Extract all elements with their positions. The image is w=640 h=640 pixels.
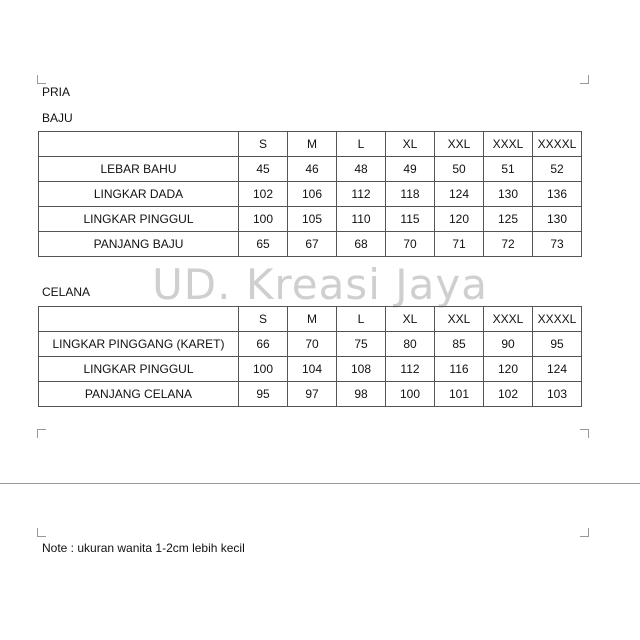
table-row [39, 157, 582, 182]
measurement-value: 104 [288, 357, 337, 382]
measurement-value: 45 [239, 157, 288, 182]
measurement-value: 46 [288, 157, 337, 182]
measurement-value: 71 [435, 232, 484, 257]
measurement-value: 101 [435, 382, 484, 407]
measurement-value: 116 [435, 357, 484, 382]
size-header: XXXL [484, 132, 533, 157]
measurement-value: 100 [239, 207, 288, 232]
measurement-value: 73 [533, 232, 582, 257]
crop-mark-top-right [580, 75, 589, 84]
measurement-value: 95 [239, 382, 288, 407]
measurement-value: 120 [484, 357, 533, 382]
measurement-value: 50 [435, 157, 484, 182]
measurement-value: 102 [484, 382, 533, 407]
gender-label: PRIA [42, 85, 71, 99]
measurement-value: 124 [435, 182, 484, 207]
table-row [39, 382, 582, 407]
measurement-value: 100 [386, 382, 435, 407]
page-divider [0, 483, 640, 484]
size-header: XL [386, 307, 435, 332]
measurement-value: 51 [484, 157, 533, 182]
crop-mark-page2-left [37, 528, 46, 537]
measurement-name: PANJANG CELANA [39, 382, 239, 407]
measurement-value: 49 [386, 157, 435, 182]
measurement-name: LINGKAR PINGGUL [39, 357, 239, 382]
measurement-name: LEBAR BAHU [39, 157, 239, 182]
size-header: XXXXL [533, 307, 582, 332]
table-row [39, 357, 582, 382]
measurement-value: 97 [288, 382, 337, 407]
measurement-value: 112 [337, 182, 386, 207]
crop-mark-bottom-left [37, 429, 46, 438]
measurement-value: 108 [337, 357, 386, 382]
measurement-value: 136 [533, 182, 582, 207]
baju-label: BAJU [42, 111, 73, 125]
measurement-value: 70 [386, 232, 435, 257]
size-header: XL [386, 132, 435, 157]
measurement-value: 85 [435, 332, 484, 357]
table-row [39, 232, 582, 257]
size-header: XXXXL [533, 132, 582, 157]
measurement-name: LINGKAR DADA [39, 182, 239, 207]
measurement-value: 115 [386, 207, 435, 232]
measurement-value: 130 [484, 182, 533, 207]
measurement-value: 112 [386, 357, 435, 382]
measurement-name: LINGKAR PINGGUL [39, 207, 239, 232]
measurement-name: PANJANG BAJU [39, 232, 239, 257]
header-empty-cell [39, 307, 239, 332]
size-header: S [239, 132, 288, 157]
table-row [39, 182, 582, 207]
measurement-value: 110 [337, 207, 386, 232]
table-header-row [39, 307, 582, 332]
measurement-value: 100 [239, 357, 288, 382]
celana-label: CELANA [42, 285, 91, 299]
measurement-name: LINGKAR PINGGANG (KARET) [39, 332, 239, 357]
measurement-value: 65 [239, 232, 288, 257]
measurement-value: 118 [386, 182, 435, 207]
measurement-value: 125 [484, 207, 533, 232]
header-empty-cell [39, 132, 239, 157]
crop-mark-bottom-right [580, 429, 589, 438]
size-header: M [288, 132, 337, 157]
measurement-value: 98 [337, 382, 386, 407]
measurement-value: 68 [337, 232, 386, 257]
measurement-value: 75 [337, 332, 386, 357]
size-header: M [288, 307, 337, 332]
measurement-value: 90 [484, 332, 533, 357]
measurement-value: 130 [533, 207, 582, 232]
table-row [39, 332, 582, 357]
size-header: S [239, 307, 288, 332]
note-text: Note : ukuran wanita 1-2cm lebih kecil [42, 541, 245, 555]
table-row [39, 207, 582, 232]
measurement-value: 102 [239, 182, 288, 207]
measurement-value: 103 [533, 382, 582, 407]
celana-size-table [38, 306, 582, 407]
measurement-value: 105 [288, 207, 337, 232]
measurement-value: 120 [435, 207, 484, 232]
measurement-value: 70 [288, 332, 337, 357]
size-header: L [337, 132, 386, 157]
size-header: L [337, 307, 386, 332]
measurement-value: 124 [533, 357, 582, 382]
measurement-value: 52 [533, 157, 582, 182]
measurement-value: 95 [533, 332, 582, 357]
size-header: XXXL [484, 307, 533, 332]
baju-size-table [38, 131, 582, 257]
measurement-value: 66 [239, 332, 288, 357]
measurement-value: 48 [337, 157, 386, 182]
measurement-value: 67 [288, 232, 337, 257]
table-header-row [39, 132, 582, 157]
watermark: UD. Kreasi Jaya [152, 260, 488, 309]
measurement-value: 80 [386, 332, 435, 357]
size-header: XXL [435, 307, 484, 332]
crop-mark-page2-right [580, 528, 589, 537]
measurement-value: 72 [484, 232, 533, 257]
crop-mark-top-left [37, 75, 46, 84]
measurement-value: 106 [288, 182, 337, 207]
size-header: XXL [435, 132, 484, 157]
